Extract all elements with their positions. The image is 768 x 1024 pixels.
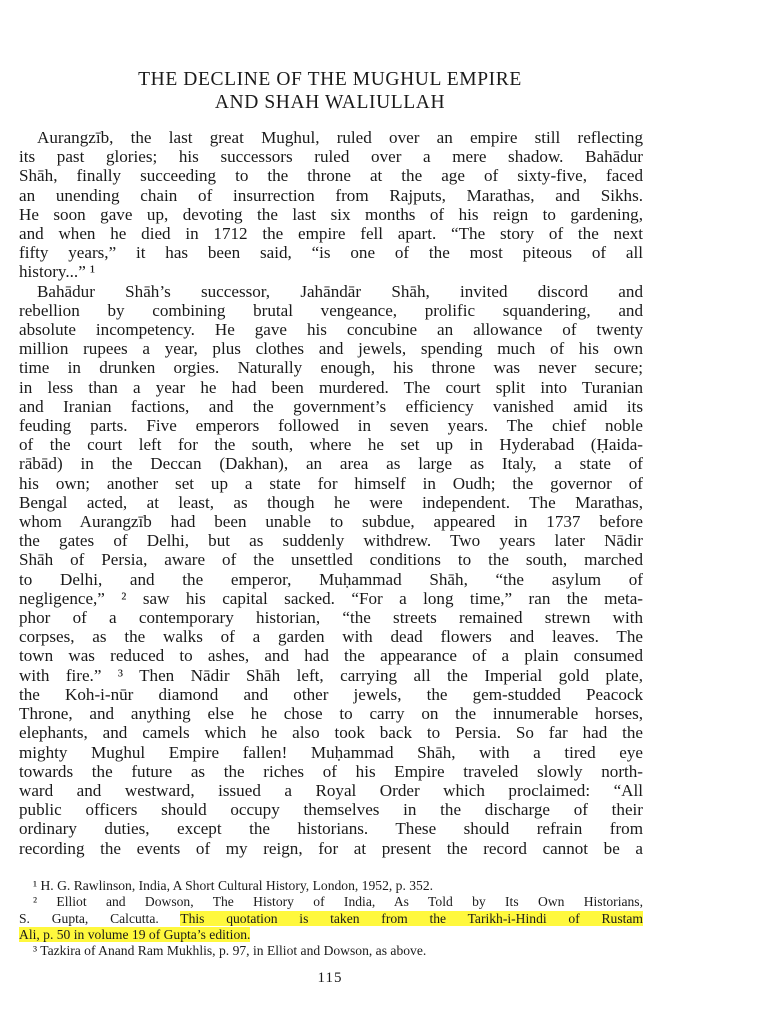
- body-line: ordinary duties, except the historians. These should refrain from: [19, 819, 643, 839]
- body-line: Bahādur Shāh’s successor, Jahāndār Shāh, invited discord and: [37, 281, 643, 301]
- body-line: feuding parts. Five emperors followed in seven years. The chief noble: [19, 416, 643, 436]
- body-line: of the court left for the south, where he set up in Hyderabad (Ḥaida-: [19, 435, 643, 455]
- body-line: whom Aurangzīb had been unable to subdue, appeared in 1737 before: [19, 512, 643, 532]
- body-line: rābād) in the Deccan (Dakhan), an area as large as Italy, a state of: [19, 454, 643, 474]
- page-number: 115: [317, 970, 343, 986]
- body-line: and Iranian factions, and the government’s efficiency vanished amid its: [19, 396, 643, 416]
- footnote-2-line-3: [19, 927, 643, 943]
- body-line: an unending chain of insurrection from Rajputs, Marathas, and Sikhs.: [19, 185, 643, 205]
- footnote-2-highlight-end: Ali, p. 50 in volume 19 of Gupta’s edition.: [19, 926, 251, 942]
- body-line: the gates of Delhi, but as suddenly withdrew. Two years later Nādir: [19, 531, 643, 551]
- body-line: and when he died in 1712 the empire fell apart. “The story of the next: [19, 224, 643, 244]
- body-line: with fire.” ³ Then Nādir Shāh left, carrying all the Imperial gold plate,: [19, 665, 643, 685]
- footnote-2-line-2: [19, 911, 643, 927]
- body-line: He soon gave up, devoting the last six months of his reign to gardening,: [19, 204, 643, 224]
- body-line: in less than a year he had been murdered. The court split into Turanian: [19, 377, 643, 397]
- footnote-2-plain: S. Gupta, Calcutta.: [19, 910, 159, 926]
- body-line: absolute incompetency. He gave his concubine an allowance of twenty: [19, 320, 643, 340]
- body-line: million rupees a year, plus clothes and jewels, spending much of his own: [19, 339, 643, 359]
- footnote-2-line-1: ² Elliot and Dowson, The History of India, As Told by Its Own Historians,: [33, 894, 643, 910]
- body-line: Aurangzīb, the last great Mughul, ruled over an empire still reflecting: [37, 128, 643, 147]
- body-line: towards the future as the riches of his Empire traveled slowly north-: [19, 761, 643, 781]
- body-line: time in drunken orgies. Naturally enough, his throne was never secure;: [19, 358, 643, 378]
- body-line: Bengal acted, at least, as though he were independent. The Marathas,: [19, 492, 643, 512]
- body-line: fifty years,” it has been said, “is one of the most piteous of all: [19, 243, 643, 263]
- body-line: history...” ¹: [19, 262, 96, 282]
- chapter-title: [0, 68, 660, 114]
- body-line: public officers should occupy themselves in the discharge of their: [19, 800, 643, 820]
- footnote-1: ¹ H. G. Rawlinson, India, A Short Cultural History, London, 1952, p. 352.: [33, 878, 434, 893]
- title-line-2: AND SHAH WALIULLAH: [214, 92, 446, 113]
- body-line: Throne, and anything else he chose to carry on the innumerable horses,: [19, 704, 643, 724]
- body-line: elephants, and camels which he also took back to Persia. So far had the: [19, 723, 643, 743]
- body-line: recording the events of my reign, for at present the record cannot be a: [19, 838, 643, 858]
- body-line: to Delhi, and the emperor, Muḥammad Shāh, “the asylum of: [19, 569, 643, 589]
- body-text: [19, 128, 643, 858]
- footnote-3: ³ Tazkira of Anand Ram Mukhlis, p. 97, in Elliot and Dowson, as above.: [33, 943, 427, 959]
- body-line: Shāh, finally succeeding to the throne at the age of sixty-five, faced: [19, 166, 643, 186]
- body-line: negligence,” ² saw his capital sacked. “For a long time,” ran the meta-: [19, 588, 643, 608]
- body-line: mighty Mughul Empire fallen! Muḥammad Shāh, with a tired eye: [19, 742, 643, 762]
- body-line: rebellion by combining brutal vengeance, prolific squandering, and: [19, 300, 643, 320]
- body-line: his own; another set up a state for himself in Oudh; the governor of: [19, 473, 643, 493]
- title-line-1: THE DECLINE OF THE MUGHUL EMPIRE: [138, 69, 522, 90]
- body-line: the Koh-i-nūr diamond and other jewels, the gem-studded Peacock: [19, 684, 643, 704]
- body-line: corpses, as the walks of a garden with dead flowers and leaves. The: [19, 627, 643, 647]
- footnote-2-highlight: This quotation is taken from the Tarikh-i-Hindi of Rustam: [180, 910, 643, 926]
- body-line: phor of a contemporary historian, “the streets remained strewn with: [19, 608, 643, 628]
- footnotes: [19, 878, 643, 959]
- body-line: town was reduced to ashes, and had the appearance of a plain consumed: [19, 646, 643, 666]
- body-line: its past glories; his successors ruled over a mere shadow. Bahādur: [19, 147, 643, 167]
- body-line: Shāh of Persia, aware of the unsettled conditions to the south, marched: [19, 550, 643, 570]
- body-line: ward and westward, issued a Royal Order which proclaimed: “All: [19, 780, 643, 800]
